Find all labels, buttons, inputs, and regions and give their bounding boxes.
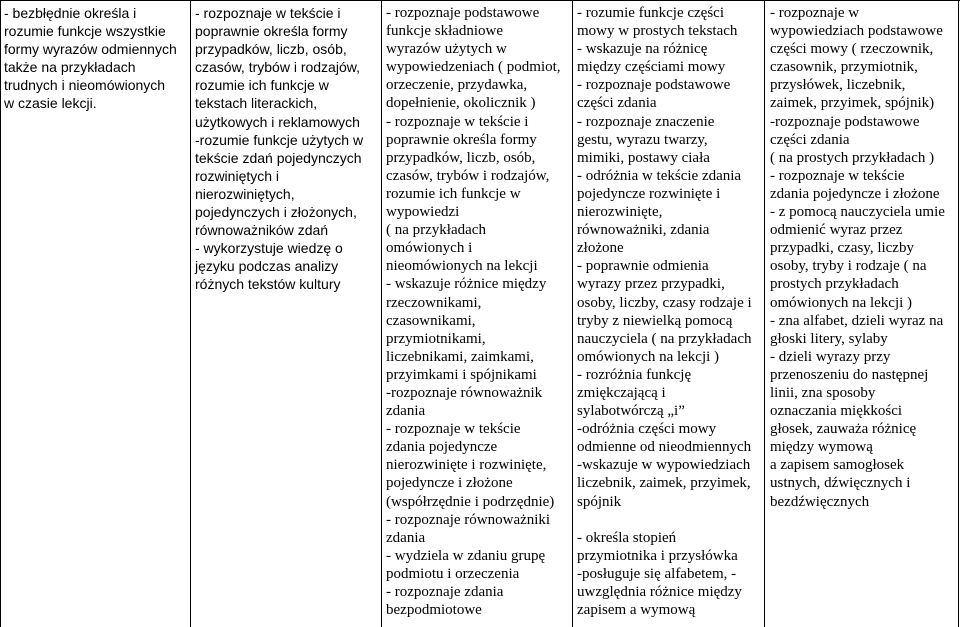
cell-text-line: poprawnie określa formy [195,23,348,40]
cell-text-line: użytkowych i reklamowych [195,113,360,130]
cell-text-line: różnych tekstów kultury [195,276,341,293]
cell-text-line: wypowiedziach podstawowe [770,23,943,40]
cell-text-line: (współrzędnie i podrzędnie) [386,493,555,510]
cell-text-line: bezdźwięcznych [770,493,870,510]
cell-text-line: tekstach literackich, [195,95,318,112]
cell-text-line: tekście zdań pojedynczych [195,149,362,166]
cell-text-line: gestu, wyrazu twarzy, [577,131,708,148]
cell-text-line: przymiotnika i przysłówka [577,547,738,564]
cell-text-line: - wydziela w zdaniu grupę [386,547,546,564]
cell-text-line: omówionych i [386,240,473,257]
cell-text-line: - rozpoznaje podstawowe [577,77,731,94]
cell-text-line: nierozwiniętych, [195,185,295,202]
cell-text-line: poprawnie określa formy [386,131,537,148]
cell-text-line: pojedyncze i złożone [386,475,513,492]
cell-text-line: -odróżnia części mowy [577,421,717,438]
cell-text-line: - rozpoznaje w tekście [770,167,905,184]
cell-text-line: osoby, liczby, czasy rodzaje i [577,294,752,311]
table-cell-column-2 [195,4,363,294]
cell-text-line: - poprawnie odmienia [577,258,709,275]
cell-text-line: rozumie ich funkcje w [386,185,521,202]
cell-text-line: pojedyncze rozwinięte i [577,185,721,202]
cell-text-line: - rozpoznaje zdania [386,584,504,600]
cell-text-line: -posługuje się alfabetem, - [577,565,737,582]
cell-text-line: zdania pojedyncze i złożone [770,185,940,202]
cell-text-line: funkcje składniowe [386,23,504,40]
cell-text-line: omówionych na lekcji ) [577,348,720,365]
cell-text-line: części zdania [770,131,850,148]
cell-text-line: -rozumie funkcje użytych w [195,131,364,148]
cell-text-line: podmiotu i orzeczenia [386,565,520,582]
column-divider [764,0,765,627]
cell-text-line: ( na prostych przykładach ) [770,149,935,166]
cell-text-line: - z pomocą nauczyciela umie [770,204,945,221]
cell-text-line: dopełnienie, okolicznik ) [386,95,536,112]
cell-text-line: pojedynczych i złożonych, [195,204,357,221]
cell-text-line: - rozumie funkcje części [577,5,725,21]
cell-text-line: osoby, tryby i rodzaje ( na [770,258,927,275]
cell-text-line: sylabotwórczą „i” [577,403,685,420]
cell-text-line: między wymową [770,439,873,456]
cell-text-line: prostych przykładach [770,276,899,293]
cell-text-line: mowy w prostych tekstach [577,23,738,40]
cell-text-line: czasów, trybów i rodzajów, [195,59,360,76]
cell-text-line: - rozpoznaje w tekście i [195,5,341,21]
cell-text-line: nierozwinięte, [577,204,663,221]
cell-text-line: tryby z niewielką pomocą [577,312,733,329]
cell-text-line: trudnych i nieomówionych [4,77,166,94]
cell-text-line: rzeczownikami, [386,294,482,311]
cell-text-line: w czasie lekcji. [4,95,97,112]
table-cell-column-3 [386,4,561,619]
cell-text-line: języku podczas analizy [195,258,339,275]
cell-text-line: - dzieli wyrazy przy [770,348,891,365]
column-divider [0,0,1,627]
cell-text-line: liczebnikami, zaimkami, [386,348,534,365]
cell-text-line: uwzględnia różnice między [577,584,742,600]
cell-text-line: linii, zna sposoby [770,384,876,401]
cell-text-line: zmiękczającą i [577,384,666,401]
cell-text-line: przyimkami i spójnikami [386,366,537,383]
cell-text-line: przypadków, liczb, osób, [195,41,347,58]
table-cell-column-1 [4,4,177,113]
cell-text-line: - określa stopień [577,529,677,546]
cell-text-line: - bezbłędnie określa i [4,5,137,21]
cell-text-line: orzeczenie, przydawka, [386,77,528,94]
column-divider [572,0,573,627]
cell-text-line: - rozpoznaje podstawowe [386,5,540,21]
cell-text-line: omówionych na lekcji ) [770,294,913,311]
cell-text-line: - zna alfabet, dzieli wyraz na [770,312,944,329]
cell-text-line: rozumie funkcje wszystkie [4,23,166,40]
cell-text-line: głosek, zauważa różnicę [770,421,917,438]
cell-text-line: głoski litery, sylaby [770,330,888,347]
cell-text-line: a zapisem samogłosek [770,457,905,474]
cell-text-line: ( na przykładach [386,222,486,239]
cell-text-line: nierozwinięte i rozwinięte, [386,457,547,474]
cell-text-line: liczebnik, zaimek, przyimek, [577,475,751,492]
cell-text-line: - wskazuje na różnicę [577,41,708,58]
cell-text-line: czasownikami, [386,312,476,329]
cell-text-line: odmienne od nieodmiennych [577,439,752,456]
cell-text-line: przypadków, liczb, osób, [386,149,536,166]
column-divider [381,0,382,627]
cell-text-line: - rozpoznaje równoważniki [386,511,551,528]
cell-text-line: zapisem a wymową [577,602,696,619]
table-top-border [0,0,960,1]
cell-text-line: - rozpoznaje w tekście [386,421,521,438]
cell-text-line: wypowiedzeniach ( podmiot, [386,59,561,76]
cell-text-line [577,511,752,529]
cell-text-line: - odróżnia w tekście zdania [577,167,742,184]
cell-text-line: także na przykładach [4,59,136,76]
cell-text-line: złożone [577,240,624,257]
cell-text-line: mimiki, postawy ciała [577,149,710,166]
cell-text-line: oznaczania miękkości [770,403,903,420]
cell-text-line: - wskazuje różnice między [386,276,547,293]
cell-text-line: części zdania [577,95,657,112]
cell-text-line: nieomówionych na lekcji [386,258,538,275]
cell-text-line: ustnych, dźwięcznych i [770,475,911,492]
cell-text-line: przypadki, czasy, liczby [770,240,914,257]
cell-text-line: bezpodmiotowe [386,602,482,619]
cell-text-line: wypowiedzi [386,204,460,221]
cell-text-line: równoważników zdań [195,222,329,239]
column-divider [190,0,191,627]
cell-text-line: czasów, trybów i rodzajów, [386,167,550,184]
cell-text-line: - rozróżnia funkcję [577,366,692,383]
cell-text-line: formy wyrazów odmiennych [4,41,177,58]
cell-text-line: - rozpoznaje w tekście i [386,113,529,130]
table-cell-column-5 [770,4,945,511]
column-divider [958,0,959,627]
cell-text-line: czasownik, przymiotnik, [770,59,918,76]
cell-text-line: równoważniki, zdania [577,222,710,239]
cell-text-line: - rozpoznaje w [770,5,860,21]
cell-text-line: wyrazy przez przypadki, [577,276,725,293]
cell-text-line: -rozpoznaje równoważnik [386,384,543,401]
cell-text-line: części mowy ( rzeczownik, [770,41,934,58]
cell-text-line: nauczyciela ( na przykładach [577,330,752,347]
cell-text-line: przymiotnikami, [386,330,486,347]
cell-text-line: odmienić wyraz przez [770,222,903,239]
cell-text-line: rozwiniętych i [195,167,280,184]
cell-text-line: zdania [386,403,426,420]
cell-text-line: między częściami mowy [577,59,726,76]
table-cell-column-4 [577,4,752,619]
cell-text-line: spójnik [577,493,622,510]
cell-text-line: przenoszeniu do następnej [770,366,929,383]
cell-text-line: przysłówek, liczebnik, [770,77,906,94]
cell-text-line: - wykorzystuje wiedzę o [195,240,343,257]
cell-text-line: -wskazuje w wypowiedziach [577,457,751,474]
cell-text-line: - rozpoznaje znaczenie [577,113,715,130]
cell-text-line: zaimek, przyimek, spójnik) [770,95,935,112]
cell-text-line: -rozpoznaje podstawowe [770,113,920,130]
cell-text-line: rozumie ich funkcje w [195,77,329,94]
cell-text-line: wyrazów użytych w [386,41,507,58]
cell-text-line: zdania [386,529,426,546]
cell-text-line: zdania pojedyncze [386,439,498,456]
